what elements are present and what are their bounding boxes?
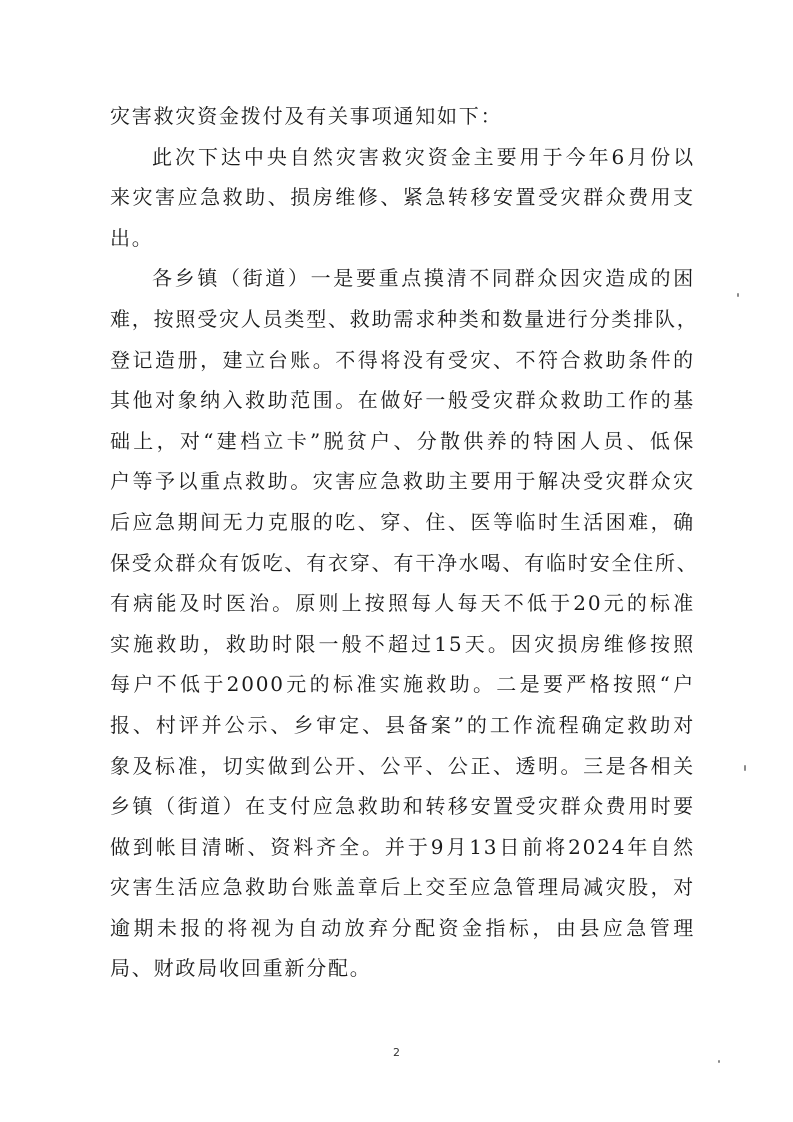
paragraph-2-line: 象及标准，切实做到公开、公平、公正、透明。三是各相关 [110, 753, 695, 778]
document-body [110, 96, 699, 989]
paragraph-2-line: 登记造册，建立台账。不得将没有受灾、不符合救助条件的 [110, 347, 695, 372]
paragraph-1-line: 来灾害应急救助、损房维修、紧急转移安置受灾群众费用支 [110, 185, 695, 210]
paragraph-2-line: 做到帐目清晰、资料齐全。并于9月13日前将2024年自然 [110, 834, 695, 859]
paragraph-2-line: 有病能及时医治。原则上按照每人每天不低于20元的标准 [110, 591, 695, 616]
paragraph-2-line: 灾害生活应急救助台账盖章后上交至应急管理局减灾股，对 [110, 875, 695, 900]
paragraph-2-line: 难，按照受灾人员类型、救助需求种类和数量进行分类排队， [110, 306, 699, 331]
paragraph-2-line: 保受众群众有饭吃、有衣穿、有干净水喝、有临时安全住所、 [110, 550, 699, 575]
scan-speck [718, 1060, 720, 1063]
paragraph-2-line: 每户不低于2000元的标准实施救助。二是要严格按照“户 [110, 672, 695, 697]
paragraph-2-line: 逾期未报的将视为自动放弃分配资金指标，由县应急管理 [110, 915, 695, 940]
paragraph-2-line: 局、财政局收回重新分配。 [110, 956, 372, 981]
page-number: 2 [393, 1046, 400, 1059]
paragraph-2-line: 础上，对“建档立卡”脱贫户、分散供养的特困人员、低保 [110, 428, 695, 453]
paragraph-2-line: 报、村评并公示、乡审定、县备案”的工作流程确定救助对 [110, 712, 695, 737]
paragraph-1-line: 出。 [110, 225, 154, 250]
paragraph-2-line: 实施救助，救助时限一般不超过15天。因灾损房维修按照 [110, 631, 695, 656]
scan-speck [744, 765, 746, 771]
paragraph-2-line: 乡镇（街道）在支付应急救助和转移安置受灾群众费用时要 [110, 794, 695, 819]
paragraph-2-line: 各乡镇（街道）一是要重点摸清不同群众因灾造成的困 [152, 266, 695, 291]
paragraph-1-line: 此次下达中央自然灾害救灾资金主要用于今年6月份以 [152, 144, 695, 169]
paragraph-2-line: 户等予以重点救助。灾害应急救助主要用于解决受灾群众灾 [110, 469, 695, 494]
paragraph-2-line: 其他对象纳入救助范围。在做好一般受灾群众救助工作的基 [110, 388, 695, 413]
paragraph-2-line: 后应急期间无力克服的吃、穿、住、医等临时生活困难，确 [110, 509, 695, 534]
scan-speck [737, 293, 739, 297]
text-line: 灾害救灾资金拨付及有关事项通知如下： [110, 104, 503, 128]
